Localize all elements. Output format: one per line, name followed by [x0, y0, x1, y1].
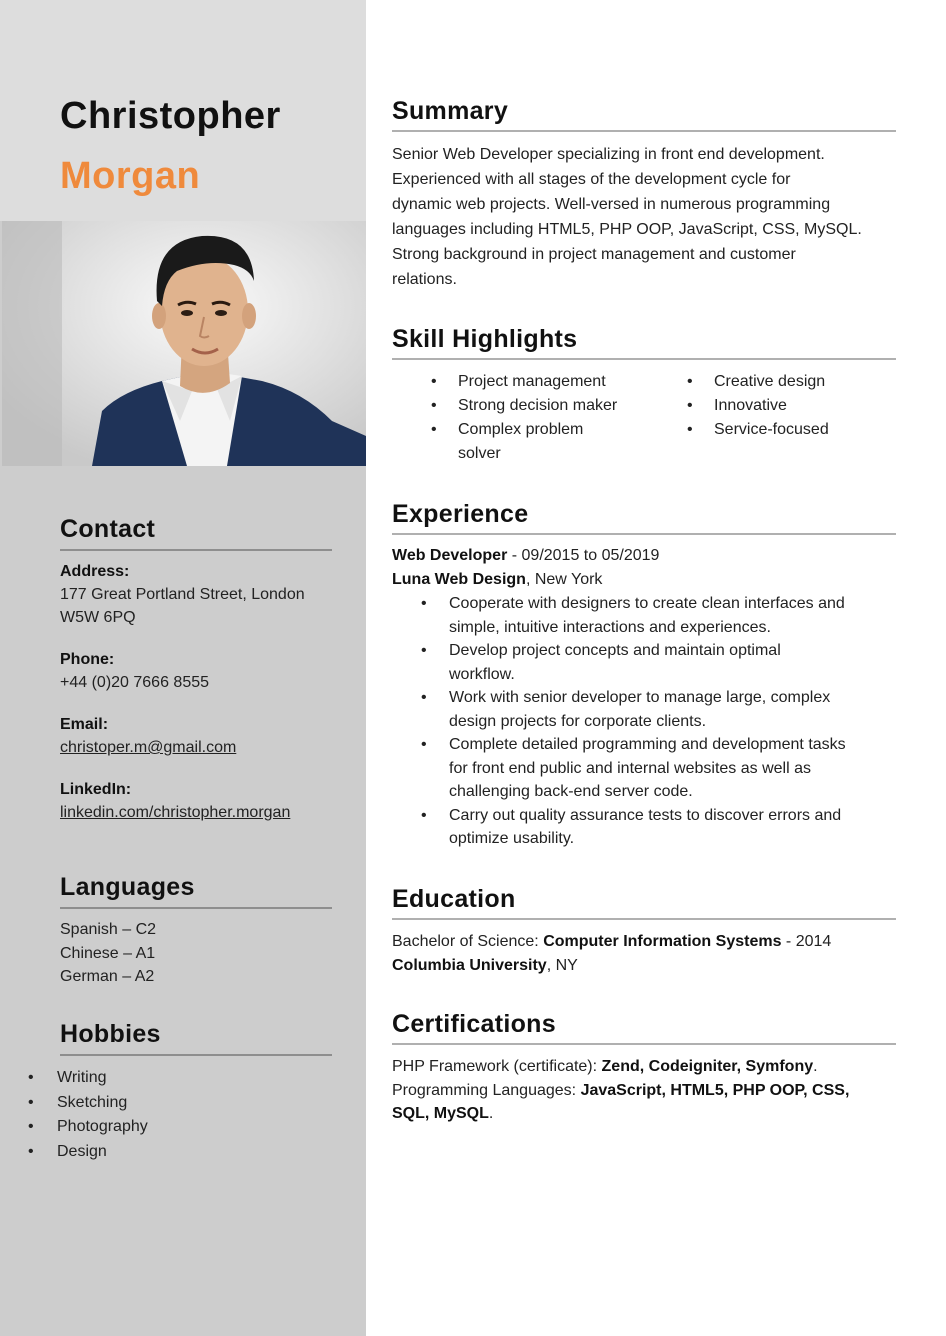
duty-line: design projects for corporate clients. [449, 712, 707, 730]
cert-prefix: PHP Framework (certificate): [392, 1058, 602, 1075]
certifications-section [392, 1010, 896, 1126]
language-item: Spanish – C2 [60, 921, 157, 938]
duty-item [392, 733, 896, 804]
summary-heading: Summary [392, 97, 896, 132]
hobby-item: • Design [0, 1140, 332, 1165]
duty-line: • Develop project concepts and maintain optimal [449, 642, 781, 659]
duty-line: • Work with senior developer to manage large, complex [449, 689, 831, 706]
address-line-2: W5W 6PQ [60, 609, 136, 626]
degree-prefix: Bachelor of Science: [392, 933, 544, 950]
skill-item: • Project management [428, 370, 628, 394]
summary-section [392, 97, 896, 292]
skills-section [392, 325, 896, 470]
hobby-item: • Sketching [0, 1091, 332, 1116]
duty-line: simple, intuitive interactions and experiences. [449, 618, 771, 636]
hobbies-section [57, 1020, 332, 1164]
languages-section [60, 873, 332, 989]
company-line [392, 568, 896, 592]
experience-heading: Experience [392, 500, 896, 535]
degree-line [392, 930, 896, 954]
summary-line: languages including HTML5, PHP OOP, JavaScript, CSS, MySQL. [392, 221, 862, 238]
contact-heading: Contact [60, 515, 332, 551]
skill-item: • Service-focused [684, 418, 894, 442]
education-heading: Education [392, 885, 896, 920]
email-label: Email: [60, 716, 109, 733]
company-location: , New York [525, 570, 603, 588]
certification-line-1 [392, 1055, 896, 1079]
duty-item [392, 639, 896, 686]
degree-name: Computer Information Systems [543, 933, 782, 950]
school-name: Columbia University [392, 956, 547, 974]
portrait-image [2, 221, 366, 466]
language-item: Chinese – A1 [60, 944, 156, 962]
skills-heading: Skill Highlights [392, 325, 896, 360]
linkedin-label: LinkedIn: [60, 781, 132, 798]
hobby-item: • Writing [0, 1066, 332, 1091]
education-section [392, 885, 896, 977]
skill-item: • Innovative [684, 394, 894, 418]
duty-line: • Carry out quality assurance tests to discover errors and [449, 806, 842, 824]
skills-column-2 [684, 370, 894, 442]
hobby-item: • Photography [0, 1115, 332, 1140]
phone-number: +44 (0)20 7666 8555 [60, 674, 210, 691]
company-name: Luna Web Design [392, 570, 526, 588]
phone-label: Phone: [60, 651, 115, 668]
cert-suffix: . [488, 1105, 494, 1122]
degree-year: - 2014 [781, 933, 832, 950]
linkedin-link[interactable]: linkedin.com/christopher.morgan [60, 804, 291, 821]
duty-item [392, 686, 896, 733]
email-link[interactable]: christoper.m@gmail.com [60, 739, 237, 756]
cert-items: JavaScript, HTML5, PHP OOP, CSS, [580, 1081, 850, 1099]
first-name: Christopher [60, 95, 281, 137]
skill-item: • Complex problem solver [428, 418, 608, 466]
cert-prefix: Programming Languages: [392, 1081, 581, 1099]
profile-photo [2, 221, 366, 466]
summary-line: Experienced with all stages of the development cycle for [392, 171, 791, 188]
duty-item [392, 804, 896, 851]
language-item: German – A2 [60, 968, 155, 985]
duty-line: for front end public and internal websites as well as [449, 759, 811, 777]
school-line [392, 954, 896, 978]
languages-heading: Languages [60, 873, 332, 909]
last-name: Morgan [60, 155, 201, 197]
job-title-line [392, 544, 896, 568]
cert-suffix: . [813, 1058, 818, 1075]
skills-column-1 [428, 370, 628, 466]
duty-item [392, 592, 896, 639]
certification-line-2 [392, 1079, 896, 1103]
hobbies-heading: Hobbies [60, 1020, 332, 1056]
skill-item: • Strong decision maker [428, 394, 628, 418]
summary-line: relations. [392, 271, 457, 288]
cert-items: Zend, Codeigniter, Symfony [601, 1058, 814, 1075]
contact-section [60, 515, 332, 824]
duty-line: optimize usability. [449, 830, 575, 847]
duty-line: • Complete detailed programming and development tasks [449, 736, 846, 753]
duty-line: workflow. [449, 665, 515, 683]
address-line-1: 177 Great Portland Street, London [60, 586, 305, 603]
address-label: Address: [60, 563, 130, 580]
skill-item: • Creative design [684, 370, 894, 394]
experience-section [392, 500, 896, 851]
summary-text [392, 142, 896, 292]
duty-line: • Cooperate with designers to create clean interfaces and [449, 595, 845, 612]
summary-line: Strong background in project management and customer [392, 246, 796, 263]
summary-line: dynamic web projects. Well-versed in numerous programming [392, 196, 831, 213]
summary-line: Senior Web Developer specializing in front end development. [392, 146, 825, 163]
certifications-heading: Certifications [392, 1010, 896, 1045]
certification-line-3 [392, 1102, 896, 1126]
cert-items: SQL, MySQL [392, 1105, 489, 1122]
job-dates: - 09/2015 to 05/2019 [507, 547, 660, 564]
job-title: Web Developer [392, 547, 508, 564]
duty-line: challenging back-end server code. [449, 783, 693, 800]
school-location: , NY [546, 956, 578, 974]
